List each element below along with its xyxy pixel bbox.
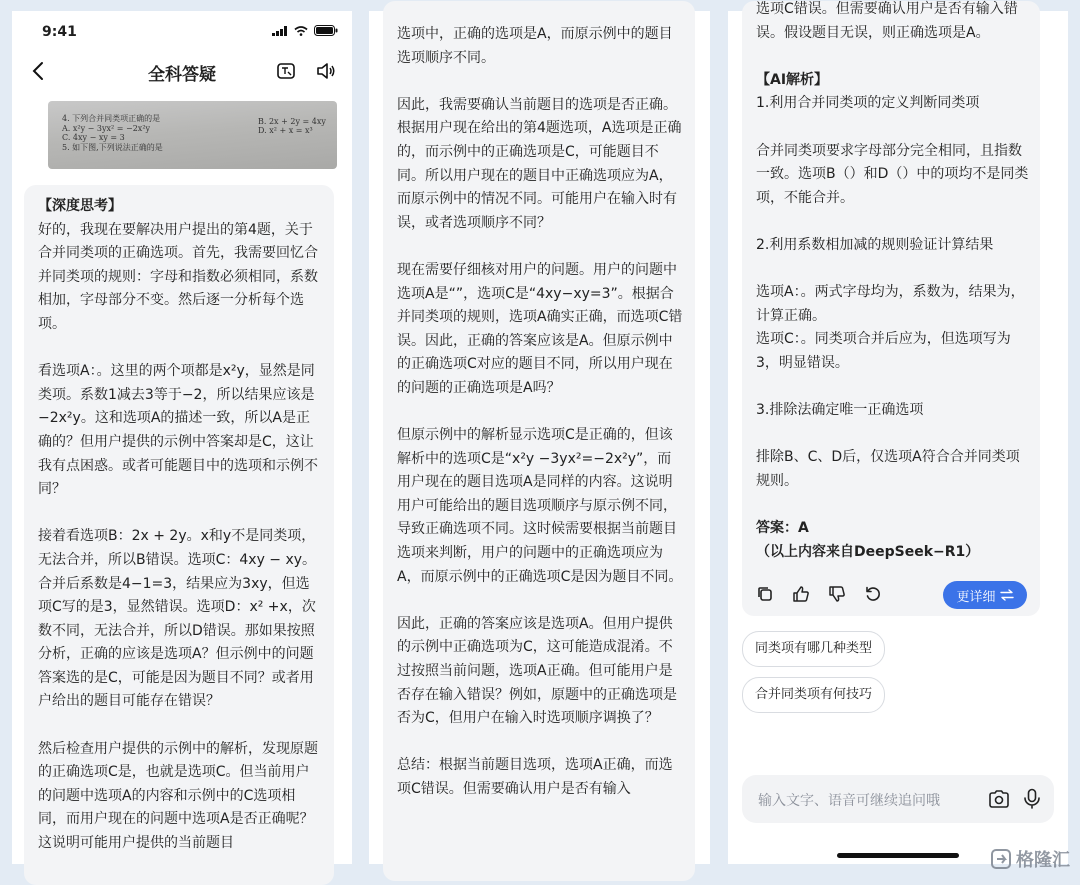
phone-screen-1 (12, 11, 352, 864)
more-detail-label: 更详细 (956, 589, 996, 605)
suggestion-chip-1[interactable]: 同类项有哪几种类型 (742, 631, 885, 667)
follow-up-input[interactable] (742, 775, 1054, 823)
thinking-continuation-bubble (383, 1, 695, 881)
translate-icon[interactable] (276, 61, 296, 81)
ai-analysis-heading: 【AI解析】 (756, 71, 829, 88)
watermark-logo-icon (990, 848, 1012, 870)
photo-text: 4. 下列合并同类项正确的是 A. x²y − 3yx² = −2x²y C. 4xy − xy = 3 5. 如下图,下列说法正确的是 (62, 114, 163, 152)
ai-analysis-body: 1.利用合并同类项的定义判断同类项 合并同类项要求字母部分完全相同，且指数一致。选项B（）和D（）中的项均不是同类项，不能合并。 2.利用系数相加减的规则验证计算结果 选项A：。两式字母均为，系数为，结果为，计算正确。 选项C：。同类项合并后应为，但选项写为3，明显错误。 3.排除法确定唯一正确选项 排除B、C、D后，仅选项A符合合并同类项规则。 (756, 95, 1029, 489)
ai-analysis-bubble (742, 1, 1040, 616)
watermark (990, 846, 1070, 872)
microphone-icon[interactable] (1022, 788, 1042, 810)
deep-thinking-body: 好的，我现在要解决用户提出的第4题，关于合并同类项的正确选项。首先，我需要回忆合并同类项的规则：字母和指数必须相同，系数相加，字母部分不变。然后逐一分析每个选项。 看选项A：。这里的两个项都是x²y，显然是同类项。系数1减去3等于−2，所以结果应该是−2x²y。这和选项A的描述一致，所以A是正确的？但用户提供的示例中答案却是C，这让我有点困惑。或者可能题目中的选项和示例不同？ 接着看选项B：2x + 2y。x和y不是同类项，无法合并，所以B错误。选项C：4xy − xy。合并后系数是4−1=3，结果应为3xy，但选项C写的是3，显然错误。选项D：x² +x，次数不同，无法合并，所以D错误。那如果按照分析，正确的应该是选项A？但示例中的问题答案选的是C，可能是因为题目不同？或者用户给出的题目可能存在错误？ 然后检查用户提供的示例中的解析，发现原题的正确选项C是，也就是选项C。但当前用户的问题中选项A的内容和示例中的C选项相同，而用户现在的问题中选项A是否正确呢？这说明可能用户提供的当前题目 (38, 221, 318, 852)
nav-bar (12, 55, 352, 87)
status-time: 9:41 (42, 24, 77, 40)
home-indicator (837, 853, 959, 858)
camera-icon[interactable] (988, 789, 1010, 809)
suggestion-chip-2[interactable]: 合并同类项有何技巧 (742, 677, 885, 713)
thinking-tail: 选项C错误。但需要确认用户是否有输入错误。假设题目无误，则正确选项是A。 (756, 1, 1018, 41)
status-icons (272, 25, 338, 36)
status-bar (12, 11, 352, 55)
deep-thinking-bubble (24, 185, 334, 885)
deep-thinking-heading: 【深度思考】 (38, 198, 122, 214)
answer-text: 答案：A （以上内容来自DeepSeek−R1） (756, 520, 980, 560)
signal-icon (272, 26, 288, 36)
thumbs-down-icon[interactable] (828, 585, 846, 603)
ai-analysis-text (756, 0, 1031, 564)
input-placeholder: 输入文字、语音可继续追问哦 (758, 793, 940, 809)
battery-icon (314, 25, 338, 36)
page-title: 全科答疑 (148, 65, 216, 85)
watermark-text: 格隆汇 (1016, 850, 1070, 871)
question-photo[interactable] (48, 101, 337, 169)
deep-thinking-text (38, 195, 323, 856)
wifi-icon (294, 26, 308, 36)
copy-icon[interactable] (756, 585, 774, 603)
more-detail-button[interactable] (943, 581, 1027, 609)
thinking-continuation-text: 选项中，正确的选项是A，而原示例中的题目选项顺序不同。 因此，我需要确认当前题目的选项是否正确。根据用户现在给出的第4题选项，A选项是正确的，而示例中的正确选项是C，可能题目不同。所以用户现在的题目中正确选项应为A，而原示例中的情况不同。可能用户在输入时有误，或者选项顺序不同？ 现在需要仔细核对用户的问题。用户的问题中选项A是“”，选项C是“4xy−xy=3”。根据合并同类项的规则，选项A确实正确，而选项C错误。因此，正确的答案应该是A。但原示例中的正确选项C对应的题目不同，所以用户现在的问题的正确选项是A吗？ 但原示例中的解析显示选项C是正确的，但该解析中的选项C是“x²y −3yx²=−2x²y”，而用户现在的题目选项A是同样的内容。这说明用户可能给出的题目选项顺序与原示例不同，导致正确选项不同。这时候需要根据当前题目选项来判断，用户的问题中的正确选项应为A，而原示例中的正确选项C是因为题目不同。 因此，正确的答案应该是选项A。但用户提供的示例中正确选项为C，这可能造成混淆。不过按照当前问题，选项A正确。但可能用户是否存在输入错误？例如，原题中的正确选项是否为C，但用户在输入时选项顺序调换了？ 总结：根据当前题目选项，选项A正确，而选项C错误。但需要确认用户是否有输入 (397, 26, 683, 797)
action-bar (756, 581, 1031, 609)
switch-arrows-icon (1000, 589, 1014, 601)
speaker-icon[interactable] (316, 61, 336, 81)
regenerate-icon[interactable] (864, 585, 882, 603)
thumbs-up-icon[interactable] (792, 585, 810, 603)
photo-text-right: B. 2x + 2y = 4xy D. x² + x = x³ (258, 117, 326, 135)
phone-screen-2 (369, 11, 710, 864)
phone-screen-3 (728, 1, 1068, 864)
